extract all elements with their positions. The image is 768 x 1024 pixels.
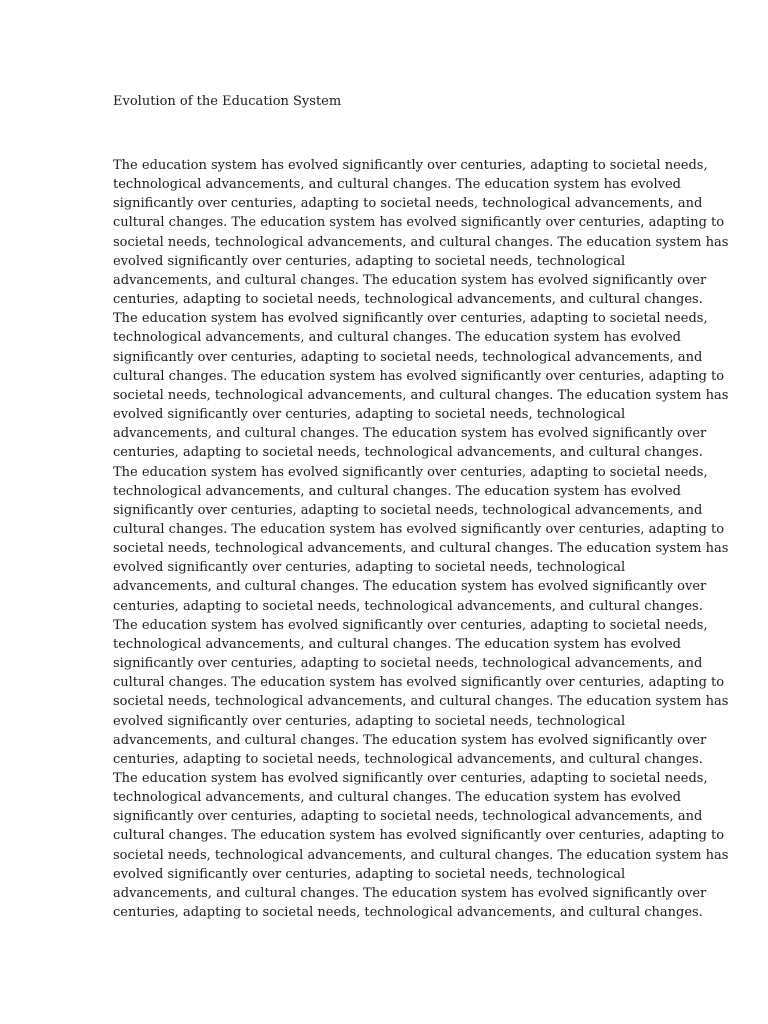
body-text-line: societal needs, technological advancements, and cultural changes. The education system has bbox=[113, 847, 729, 863]
body-text-line: The education system has evolved significantly over centuries, adapting to societal needs, bbox=[113, 158, 708, 173]
body-text-line: cultural changes. The education system has evolved significantly over centuries, adapting to bbox=[113, 675, 725, 691]
body-text-line: centuries, adapting to societal needs, technological advancements, and cultural changes. bbox=[113, 905, 703, 921]
body-text-line: The education system has evolved significantly over centuries, adapting to societal needs, bbox=[113, 464, 708, 480]
body-text-line: significantly over centuries, adapting to societal needs, technological advancements, and bbox=[113, 502, 703, 518]
document-body-paragraph bbox=[113, 156, 729, 922]
document-title: Evolution of the Education System bbox=[113, 94, 342, 109]
body-text-line: evolved significantly over centuries, adapting to societal needs, technological bbox=[113, 560, 626, 576]
body-text-line: The education system has evolved significantly over centuries, adapting to societal needs, bbox=[113, 771, 708, 786]
body-text-line: significantly over centuries, adapting to societal needs, technological advancements, and bbox=[113, 656, 703, 672]
body-text-line: technological advancements, and cultural changes. The education system has evolved bbox=[113, 483, 681, 499]
body-text-line: technological advancements, and cultural changes. The education system has evolved bbox=[113, 177, 681, 193]
body-text-line: centuries, adapting to societal needs, technological advancements, and cultural changes. bbox=[113, 598, 703, 614]
body-text-line: advancements, and cultural changes. The education system has evolved significantly over bbox=[113, 885, 707, 901]
body-text-line: evolved significantly over centuries, adapting to societal needs, technological bbox=[113, 866, 626, 882]
body-text-line: centuries, adapting to societal needs, technological advancements, and cultural changes. bbox=[113, 445, 703, 461]
body-text-line: cultural changes. The education system has evolved significantly over centuries, adapting to bbox=[113, 368, 725, 384]
body-text-line: advancements, and cultural changes. The education system has evolved significantly over bbox=[113, 579, 707, 595]
body-text-line: evolved significantly over centuries, adapting to societal needs, technological bbox=[113, 713, 626, 729]
body-text-line: societal needs, technological advancements, and cultural changes. The education system has bbox=[113, 541, 729, 557]
body-text-line: centuries, adapting to societal needs, technological advancements, and cultural changes. bbox=[113, 751, 703, 767]
body-text-line: significantly over centuries, adapting to societal needs, technological advancements, and bbox=[113, 349, 703, 365]
body-text-line: advancements, and cultural changes. The education system has evolved significantly over bbox=[113, 426, 707, 442]
body-text-line: technological advancements, and cultural changes. The education system has evolved bbox=[113, 790, 681, 806]
body-text-line: cultural changes. The education system has evolved significantly over centuries, adapting to bbox=[113, 521, 725, 537]
body-text-line: cultural changes. The education system has evolved significantly over centuries, adapting to bbox=[113, 828, 725, 844]
body-text-line: significantly over centuries, adapting to societal needs, technological advancements, and bbox=[113, 809, 703, 825]
body-text-line: The education system has evolved significantly over centuries, adapting to societal needs, bbox=[113, 311, 708, 327]
body-text-line: centuries, adapting to societal needs, technological advancements, and cultural changes. bbox=[113, 292, 703, 308]
body-text-line: technological advancements, and cultural changes. The education system has evolved bbox=[113, 330, 681, 346]
body-text-line: The education system has evolved significantly over centuries, adapting to societal needs, bbox=[113, 617, 708, 633]
body-text-line: societal needs, technological advancements, and cultural changes. The education system has bbox=[113, 694, 729, 710]
body-text-line: significantly over centuries, adapting to societal needs, technological advancements, and bbox=[113, 196, 703, 212]
body-text-line: societal needs, technological advancements, and cultural changes. The education system has bbox=[113, 387, 729, 403]
body-text-line: technological advancements, and cultural changes. The education system has evolved bbox=[113, 636, 681, 652]
body-text-line: advancements, and cultural changes. The education system has evolved significantly over bbox=[113, 272, 707, 288]
body-text-line: cultural changes. The education system has evolved significantly over centuries, adapting to bbox=[113, 215, 725, 231]
body-text-line: societal needs, technological advancements, and cultural changes. The education system has bbox=[113, 234, 729, 250]
body-text-line: evolved significantly over centuries, adapting to societal needs, technological bbox=[113, 407, 626, 423]
body-text-line: evolved significantly over centuries, adapting to societal needs, technological bbox=[113, 253, 626, 269]
body-text-line: advancements, and cultural changes. The education system has evolved significantly over bbox=[113, 732, 707, 748]
